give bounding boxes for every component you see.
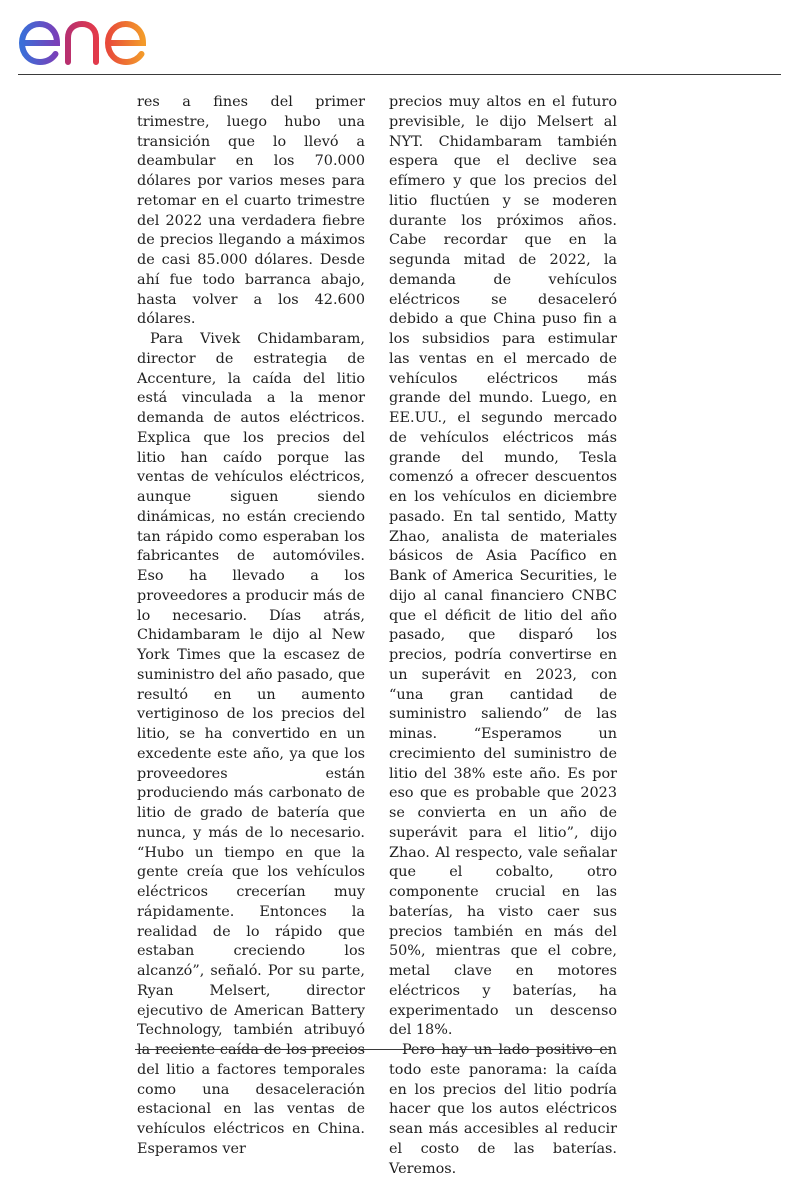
- header-divider: [18, 74, 781, 75]
- enel-logo-mark: [16, 4, 186, 68]
- article-column-left: [137, 93, 365, 1160]
- article-column-right: [389, 93, 617, 1179]
- article-paragraph: precios muy altos en el futuro previsible, le dijo Melsert al NYT. Chidambaram también espera que el declive sea efímero y que los precios del litio fluctúen y se moderen durante los próximos años. Cabe recordar que en la segunda mitad de 2022, la demanda de vehículos eléctricos se desaceleró debido a que China puso fin a los subsidios para estimular las ventas en el mercado de vehículos eléctricos más grande del mundo. Luego, en EE.UU., el segundo mercado de vehículos eléctricos más grande del mundo, Tesla comenzó a ofrecer descuentos en los vehículos en diciembre pasado. En tal sentido, Matty Zhao, analista de materiales básicos de Asia Pacífico en Bank of America Securities, le dijo al canal financiero CNBC que el déficit de litio del año pasado, que disparó los precios, podría convertirse en un superávit en 2023, con “una gran cantidad de suministro saliendo” de las minas. “Esperamos un crecimiento del suministro de litio del 38% este año. Es por eso que es probable que 2023 se convierta en un año de superávit para el litio”, dijo Zhao. Al respecto, vale señalar que el cobalto, otro componente crucial en las baterías, ha visto caer sus precios también en más del 50%, mientras que el cobre, metal clave en motores eléctricos y baterías, ha experimentado un descenso del 18%.: [389, 94, 617, 1039]
- article-paragraph: Para Vivek Chidambaram, director de estrategia de Accenture, la caída del litio está vinculada a la menor demanda de autos eléctricos. Explica que los precios del litio han caído porque las ventas de vehículos eléctricos, aunque siguen siendo dinámicas, no están creciendo tan rápido como esperaban los fabricantes de automóviles. Eso ha llevado a los proveedores a producir más de lo necesario. Días atrás, Chidambaram le dijo al New York Times que la escasez de suministro del año pasado, que resultó en un aumento vertiginoso de los precios del litio, se ha convertido en un excedente este año, ya que los proveedores están produciendo más carbonato de litio de grado de batería que nunca, y más de lo necesario. “Hubo un tiempo en que la gente creía que los vehículos eléctricos crecerían muy rápidamente. Entonces la realidad de lo rápido que estaban creciendo los alcanzó”, señaló. Por su parte, Ryan Melsert, director ejecutivo de American Battery Technology, también atribuyó la reciente caída de los precios del litio a factores temporales como una desaceleración estacional en las ventas de vehículos eléctricos en China. Esperamos ver: [137, 331, 365, 1157]
- footer-divider: [135, 1049, 611, 1050]
- enel-logo: [16, 4, 186, 68]
- article-paragraph: res a fines del primer trimestre, luego hubo una transición que lo llevó a deambular en los 70.000 dólares por varios meses para retomar en el cuarto trimestre del 2022 una verdadera fiebre de precios llegando a máximos de casi 85.000 dólares. Desde ahí fue todo barranca abajo, hasta volver a los 42.600 dólares.: [137, 94, 365, 328]
- article-paragraph: Pero hay un lado positivo en todo este panorama: la caída en los precios del litio podría hacer que los autos eléctricos sean más accesibles al reducir el costo de las baterías. Veremos.: [389, 1042, 617, 1177]
